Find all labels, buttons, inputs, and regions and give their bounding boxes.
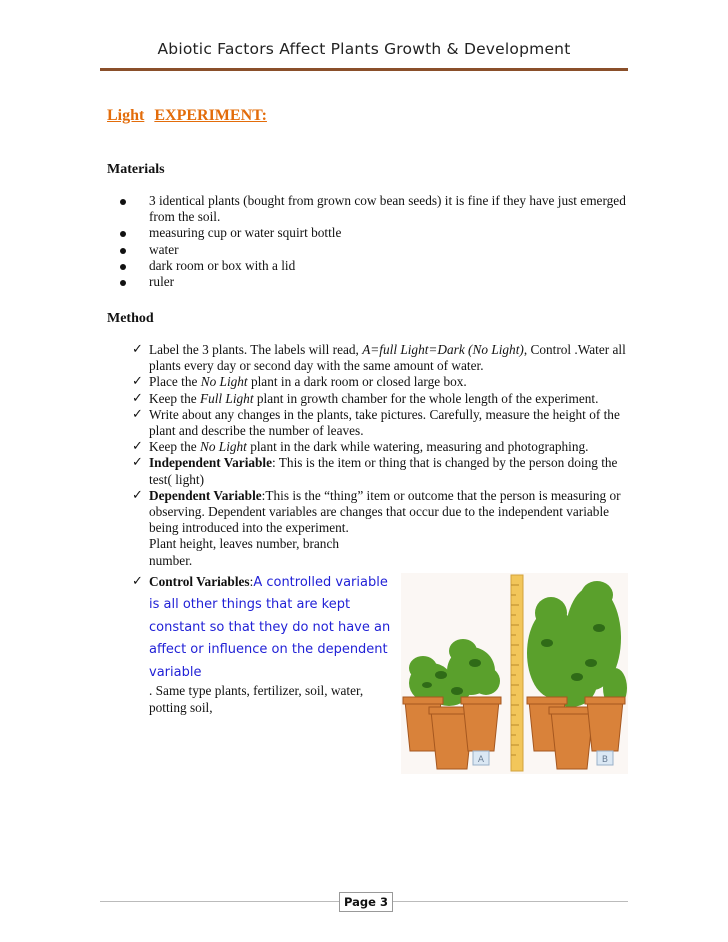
checkmark-icon: ✓ xyxy=(132,455,143,471)
checkmark-icon: ✓ xyxy=(132,390,143,406)
bullet-icon xyxy=(120,231,126,237)
page-number: Page 3 xyxy=(339,892,393,912)
controlled-variable-definition: A controlled variable is all other things that are kept constant so that they do not have an affect or influence on the dependent variable xyxy=(149,574,391,680)
plant-label-a: A xyxy=(477,755,485,765)
method-step: ✓ Write about any changes in the plants, take pictures. Carefully, measure the height of the plant and describe the number of leaves. xyxy=(132,406,620,439)
list-item: 3 identical plants (bought from grown cow bean seeds) it is fine if they have just emerged from the soil. xyxy=(107,193,627,225)
plants-growth-illustration xyxy=(401,573,628,774)
method-step: ✓ Keep the No Light plant in the dark while watering, measuring and photographing. xyxy=(132,439,589,455)
section-title xyxy=(107,107,267,125)
section-title-light: Light xyxy=(107,107,145,124)
method-step: ✓ Place the No Light plant in a dark room or closed large box. xyxy=(132,374,467,390)
method-step: ✓ Label the 3 plants. The labels will read, A=full Light=Dark (No Light), Control .Water all plants every day or second day with the same amount of water. xyxy=(132,342,626,374)
footer-rule-right xyxy=(391,901,628,902)
method-step: ✓ Dependent Variable:This is the “thing” item or outcome that the person is measuring or observing. Dependent variables are changes that occur due to the independent variable being introduced into the experiment. Plant height, leaves number, branch number. xyxy=(132,487,621,568)
method-heading: Method xyxy=(107,311,154,326)
list-item: water xyxy=(107,242,627,258)
bullet-icon xyxy=(120,264,126,270)
plants-illustration-svg xyxy=(401,573,628,774)
method-step: ✓ Independent Variable: This is the item or thing that is changed by the person doing the test( light) xyxy=(132,455,618,487)
method-step: ✓ Keep the Full Light plant in growth chamber for the whole length of the experiment. xyxy=(132,390,599,406)
materials-heading: Materials xyxy=(107,162,165,177)
plant-label-b: B xyxy=(601,755,609,765)
bullet-icon xyxy=(120,248,126,254)
header-rule xyxy=(100,68,628,71)
checkmark-icon: ✓ xyxy=(132,487,143,503)
checkmark-icon: ✓ xyxy=(132,573,143,589)
footer-rule-left xyxy=(100,901,339,902)
list-item: dark room or box with a lid xyxy=(107,258,627,274)
bullet-icon xyxy=(120,199,126,205)
section-title-experiment: EXPERIMENT: xyxy=(154,107,267,124)
list-item: measuring cup or water squirt bottle xyxy=(107,225,627,241)
checkmark-icon: ✓ xyxy=(132,439,143,455)
page-header: Abiotic Factors Affect Plants Growth & Development xyxy=(157,40,571,58)
materials-list xyxy=(107,193,627,290)
method-step: ✓ Control Variables:A controlled variable is all other things that are kept constant so that they do not have an affect or influence on the dependent variable . Same type plants, fertilizer, soil, water, potting soil, xyxy=(132,573,391,715)
bullet-icon xyxy=(120,280,126,286)
list-item: ruler xyxy=(107,274,627,290)
checkmark-icon: ✓ xyxy=(132,374,143,390)
checkmark-icon: ✓ xyxy=(132,342,143,357)
checkmark-icon: ✓ xyxy=(132,406,143,422)
